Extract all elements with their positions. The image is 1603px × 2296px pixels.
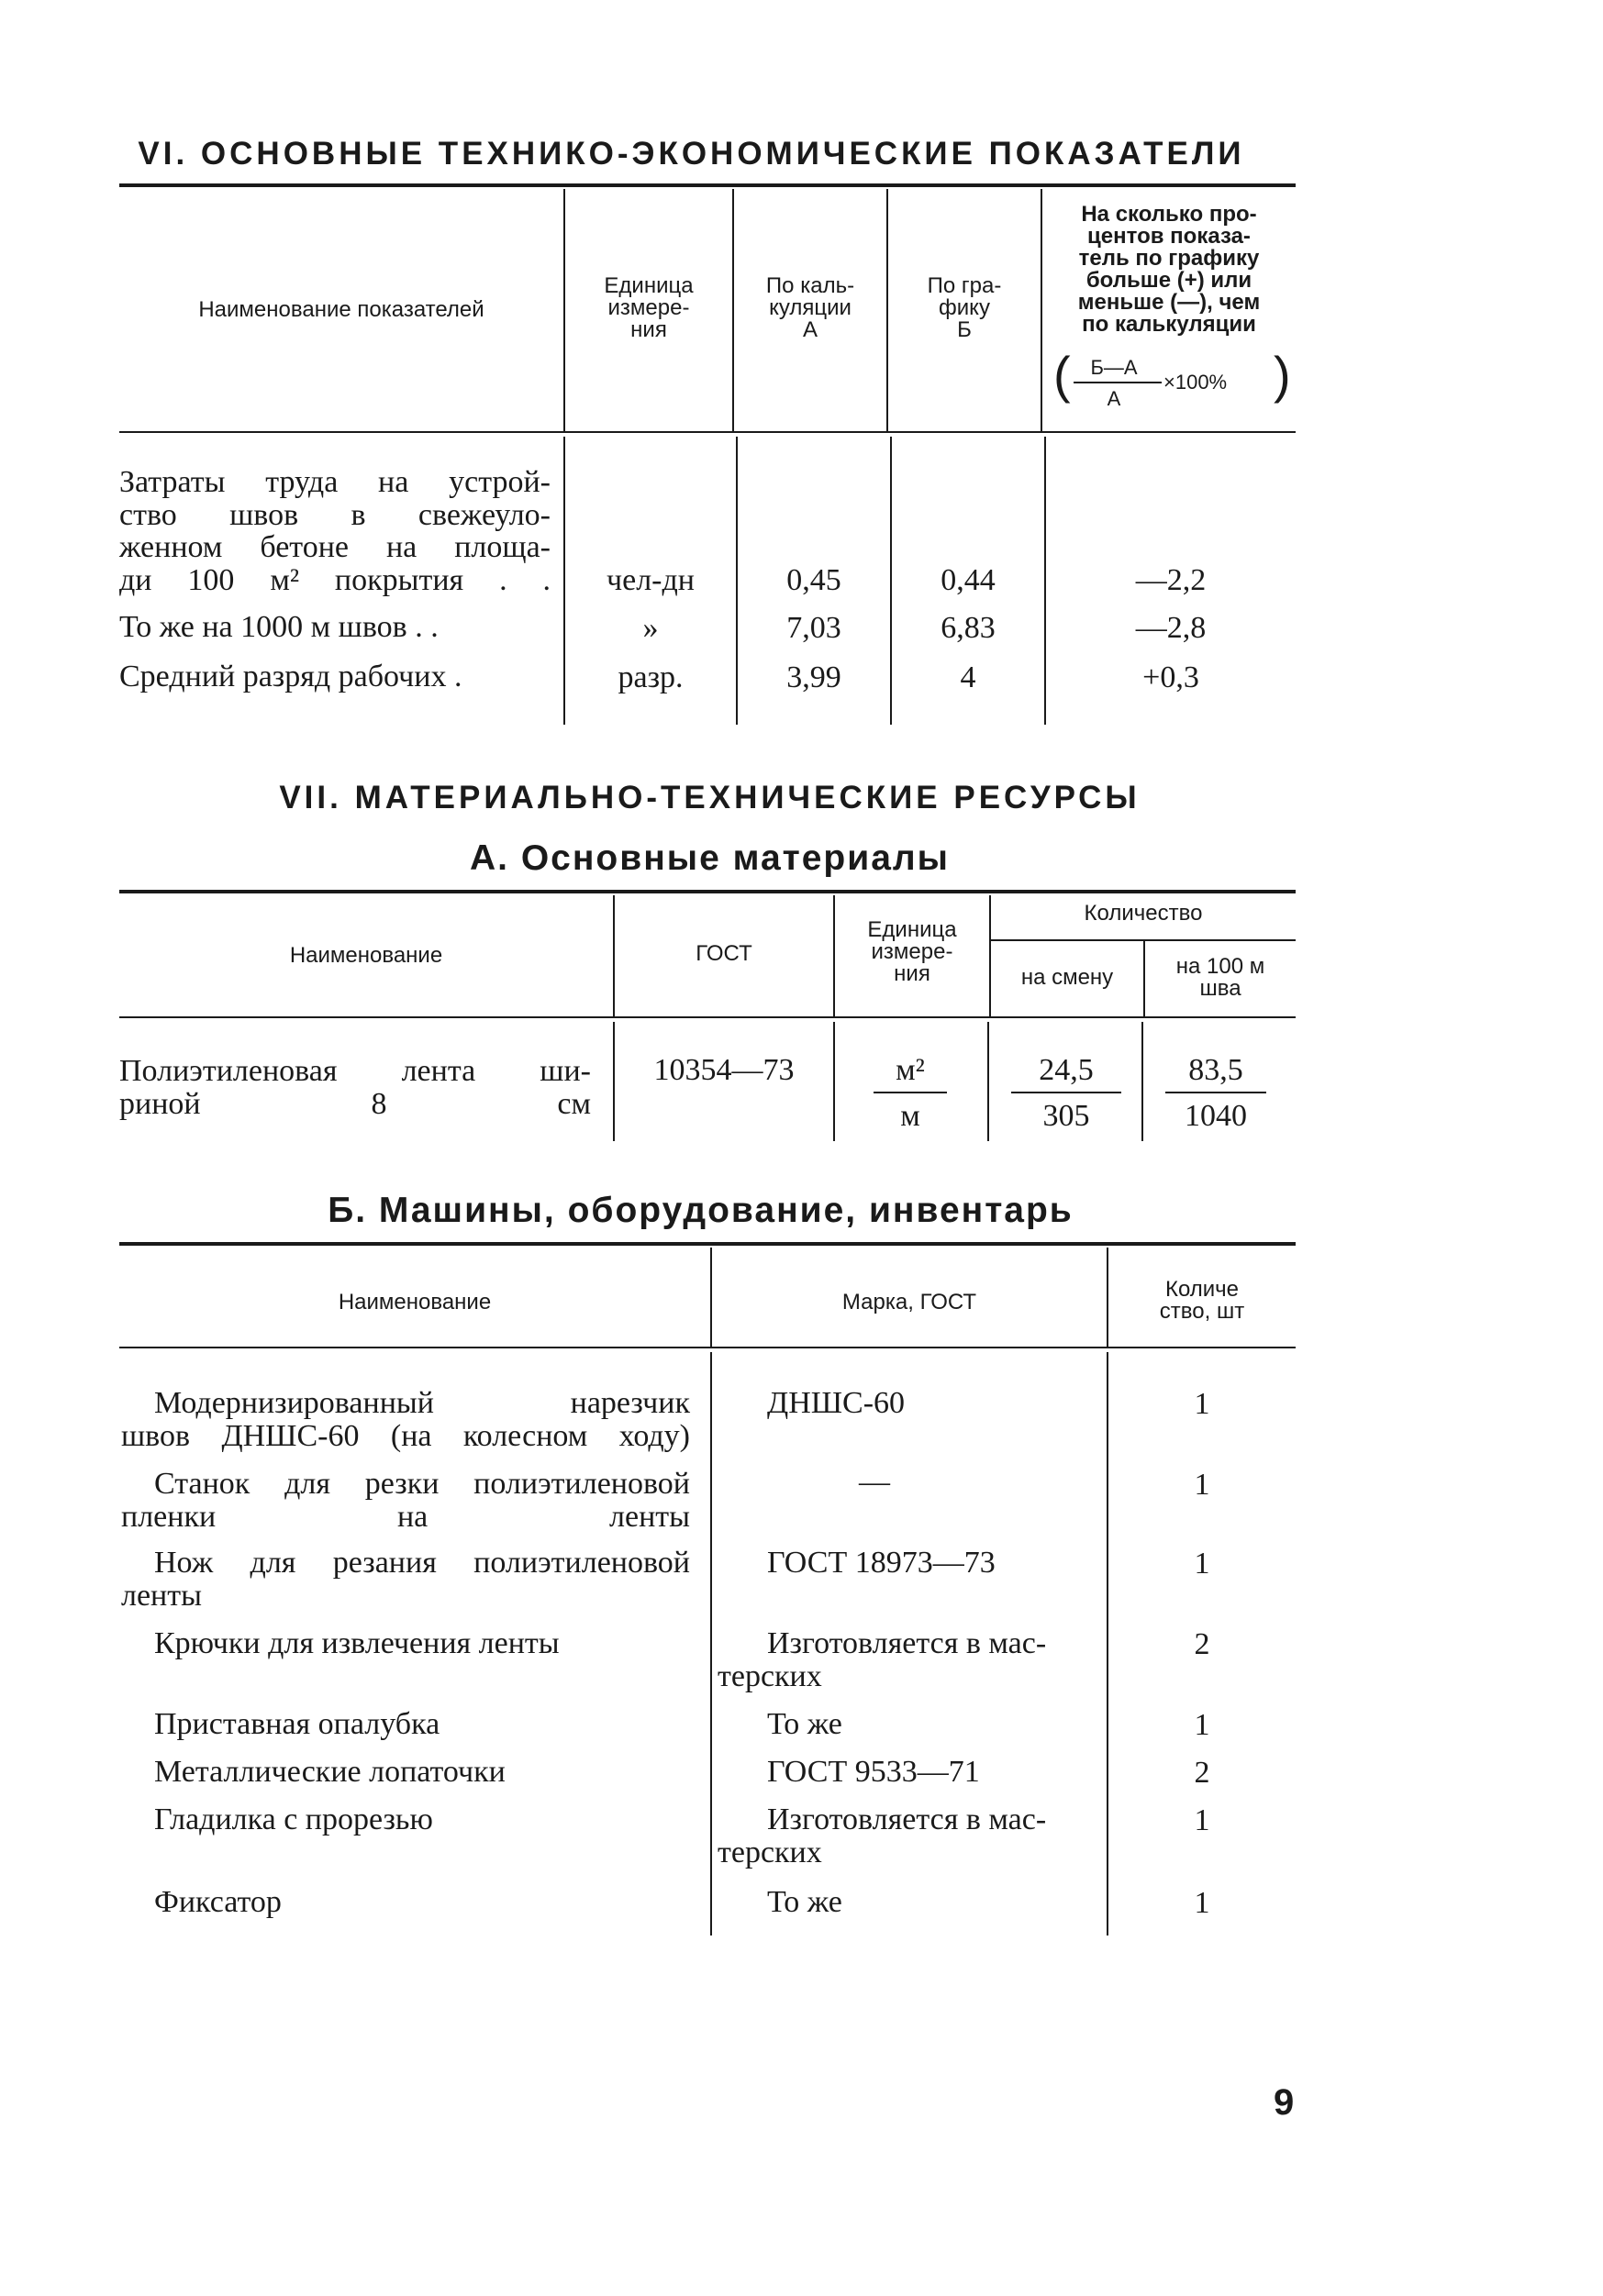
table-row-count: 1 bbox=[1194, 1708, 1210, 1742]
table-row-mark: То же bbox=[767, 1707, 842, 1741]
section7-title: VII. МАТЕРИАЛЬНО-ТЕХНИЧЕСКИЕ РЕСУРСЫ bbox=[279, 780, 1141, 815]
header-percent: На сколько про- центов показа- тель по графику больше (+) или меньше (—), чем по калькуляции bbox=[1077, 202, 1261, 337]
header-unit: Единица измере- ния bbox=[867, 917, 957, 986]
table-row-name: Приставная опалубка bbox=[154, 1707, 440, 1741]
table-row-mark: ГОСТ 9533—71 bbox=[767, 1755, 980, 1789]
table-row-name: Средний разряд рабочих . bbox=[119, 660, 462, 693]
table-row-calc: 7,03 bbox=[786, 611, 841, 645]
table-row-mark: ГОСТ 18973—73 bbox=[767, 1546, 996, 1580]
header-graph: По гра- фику Б bbox=[927, 273, 1002, 342]
table-row-name: Модернизированный нарезчик швов ДНШС-60 (на колесном ходу) bbox=[121, 1386, 690, 1453]
table-row-name: Металлические лопаточки bbox=[154, 1755, 506, 1789]
table-row-name: Крючки для извлечения ленты bbox=[154, 1626, 560, 1660]
header-gost: ГОСТ bbox=[696, 941, 752, 966]
table-row-unit: чел-дн bbox=[607, 563, 695, 597]
header-per-100m: на 100 м шва bbox=[1175, 954, 1265, 1001]
table-row-mark: Изготовляется в мас- терских bbox=[718, 1626, 1047, 1693]
table-row-percent: —2,2 bbox=[1135, 563, 1207, 597]
table-row-per-shift: $\frac{24,5}{305}$ bbox=[1011, 1053, 1121, 1134]
table-row-name: Затраты труда на устрой- ство швов в свежеуло- женном бетоне на площа- ди 100 м² покрытия . . bbox=[119, 465, 551, 598]
table-row-count: 2 bbox=[1194, 1627, 1210, 1661]
header-name: Наименование bbox=[289, 943, 443, 968]
table-row-percent: +0,3 bbox=[1142, 660, 1199, 694]
table-row-graph: 0,44 bbox=[941, 563, 996, 597]
table-row-unit: м² м bbox=[874, 1053, 947, 1134]
table-row-name: Гладилка с прорезью bbox=[154, 1802, 433, 1836]
table-row-name: Фиксатор bbox=[154, 1885, 282, 1919]
table-row-name: Станок для резки полиэтиленовой пленки на ленты bbox=[121, 1467, 690, 1534]
percent-formula: ( Б—А А ×100% ) bbox=[1053, 346, 1291, 410]
table-row-name: То же на 1000 м швов . . bbox=[119, 610, 439, 644]
table-row-mark: Изготовляется в мас- терских bbox=[718, 1802, 1047, 1869]
table-row-graph: 6,83 bbox=[941, 611, 996, 645]
table-row-percent: —2,8 bbox=[1135, 611, 1207, 645]
table-row-unit: разр. bbox=[618, 660, 684, 694]
header-name: Наименование показателей bbox=[198, 297, 484, 322]
page-number: 9 bbox=[1274, 2082, 1295, 2123]
table-row-count: 1 bbox=[1194, 1886, 1210, 1920]
header-per-shift: на смену bbox=[1020, 965, 1114, 990]
table-row-mark: ДНШС-60 bbox=[767, 1386, 906, 1420]
header-calc: По каль- куляции А bbox=[765, 273, 855, 342]
formula-denominator: А bbox=[1107, 387, 1121, 410]
subsection-a-title: А. Основные материалы bbox=[470, 838, 950, 878]
table-row-calc: 3,99 bbox=[786, 660, 841, 694]
table-row-mark: — bbox=[859, 1465, 890, 1499]
table-row-per-100m: $\frac{83,5}{1040}$ bbox=[1165, 1053, 1266, 1134]
table-row-name: Полиэтиленовая лента ши- риной 8 см bbox=[119, 1054, 591, 1121]
table-row-graph: 4 bbox=[960, 660, 976, 694]
table-row-calc: 0,45 bbox=[786, 563, 841, 597]
table-row-count: 1 bbox=[1194, 1468, 1210, 1502]
formula-numerator: Б—А bbox=[1090, 356, 1138, 379]
table-row-count: 1 bbox=[1194, 1547, 1210, 1581]
table-row-name: Нож для резания полиэтиленовой ленты bbox=[121, 1546, 690, 1613]
table-row-count: 2 bbox=[1194, 1756, 1210, 1790]
table-row-count: 1 bbox=[1194, 1803, 1210, 1837]
header-unit: Единица измере- ния bbox=[604, 273, 694, 342]
section6-title: VI. ОСНОВНЫЕ ТЕХНИКО-ЭКОНОМИЧЕСКИЕ ПОКАЗАТЕЛИ bbox=[138, 136, 1245, 172]
header-quantity: Количество bbox=[1084, 901, 1203, 926]
header-name: Наименование bbox=[338, 1290, 492, 1314]
table-row-unit: » bbox=[642, 611, 659, 645]
formula-multiplier: ×100% bbox=[1163, 371, 1228, 394]
table-row-count: 1 bbox=[1194, 1387, 1210, 1421]
subsection-b-title: Б. Машины, оборудование, инвентарь bbox=[328, 1191, 1074, 1230]
header-mark: Марка, ГОСТ bbox=[841, 1290, 977, 1314]
header-count: Количе ство, шт bbox=[1159, 1277, 1245, 1324]
table-row-gost: 10354—73 bbox=[653, 1053, 795, 1087]
table-row-mark: То же bbox=[767, 1885, 842, 1919]
